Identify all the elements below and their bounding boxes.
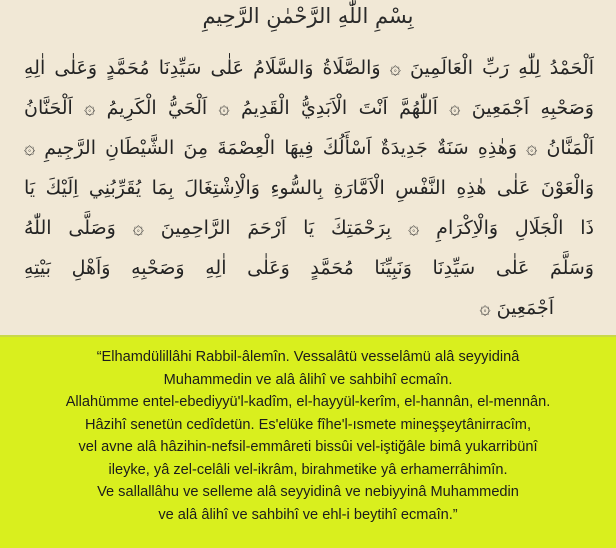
basmala-heading: بِسْمِ اللّٰهِ الرَّحْمٰنِ الرَّحِيمِ bbox=[202, 4, 414, 28]
transliteration-line: “Elhamdülillâhi Rabbil-âlemîn. Vessalâtü vesselâmü alâ seyyidinâ bbox=[96, 349, 520, 365]
transliteration-line: vel avne alâ hâzihin-nefsil-emmâreti bissûi vel-iştiğâle bimâ yukarribünî bbox=[78, 439, 538, 455]
transliteration-text bbox=[4, 346, 612, 526]
arabic-line: اَلْمَنَّانُ ۞ وَهٰذِهِ سَنَةٌ جَدِيدَةٌ اَسْأَلُكَ فِيهَا الْعِصْمَةَ مِنَ الشَّيْطَانِ الرَّجِيمِ ۞ bbox=[24, 137, 594, 159]
transliteration-line: Ve sallallâhu ve selleme alâ seyyidinâ ve nebiyyinâ Muhammedin bbox=[97, 484, 519, 500]
arabic-line: وَسَلَّمَ عَلٰى سَيِّدِنَا وَنَبِيِّنَا مُحَمَّدٍ وَعَلٰى اٰلِهِ وَصَحْبِهِ وَاَهْلِ بَيْتِهِ bbox=[24, 257, 594, 279]
arabic-line: اَجْمَعِينَ ۞ bbox=[479, 297, 554, 319]
arabic-line: وَصَحْبِهِ اَجْمَعِينَ ۞ اَللّٰهُمَّ اَنْتَ الْاَبَدِيُّ الْقَدِيمُ ۞ اَلْحَيُّ الْكَرِيمُ ۞ اَلْحَنَّانُ bbox=[24, 97, 594, 119]
arabic-line: ذَا الْجَلَالِ وَالْاِكْرَامِ ۞ بِرَحْمَتِكَ يَا اَرْحَمَ الرَّاحِمِينَ ۞ وَصَلَّى اللّٰهُ bbox=[24, 217, 594, 239]
arabic-line: وَالْعَوْنَ عَلٰى هٰذِهِ النَّفْسِ الْاَمَّارَةِ بِالسُّوءِ وَالْاِشْتِغَالَ بِمَا يُقَرِّبُنِي اِلَيْكَ يَا bbox=[24, 177, 594, 199]
transliteration-panel bbox=[0, 340, 616, 548]
arabic-line: اَلْحَمْدُ لِلّٰهِ رَبِّ الْعَالَمِينَ ۞ وَالصَّلَاةُ وَالسَّلَامُ عَلٰى سَيِّدِنَا مُحَمَّدٍ وَعَلٰى اٰلِهِ bbox=[24, 57, 594, 79]
transliteration-line: Allahümme entel-ebediyyü'l-kadîm, el-hayyül-kerîm, el-hannân, el-mennân. bbox=[65, 394, 551, 410]
transliteration-line: Hâzihî senetün cedîdetün. Es'elüke fîhe'l-ısmete mineşşeytânirracîm, bbox=[84, 416, 532, 433]
transliteration-line: ve alâ âlihî ve sahbihî ve ehl-i beytihî ecmaîn.” bbox=[158, 506, 458, 523]
arabic-prayer-text bbox=[24, 48, 594, 328]
transliteration-line: ileyke, yâ zel-celâli vel-ikrâm, birahmetike yâ erhamerrâhimîn. bbox=[108, 461, 508, 478]
transliteration-line: Muhammedin ve alâ âlihî ve sahbihî ecmaîn. bbox=[163, 371, 453, 388]
